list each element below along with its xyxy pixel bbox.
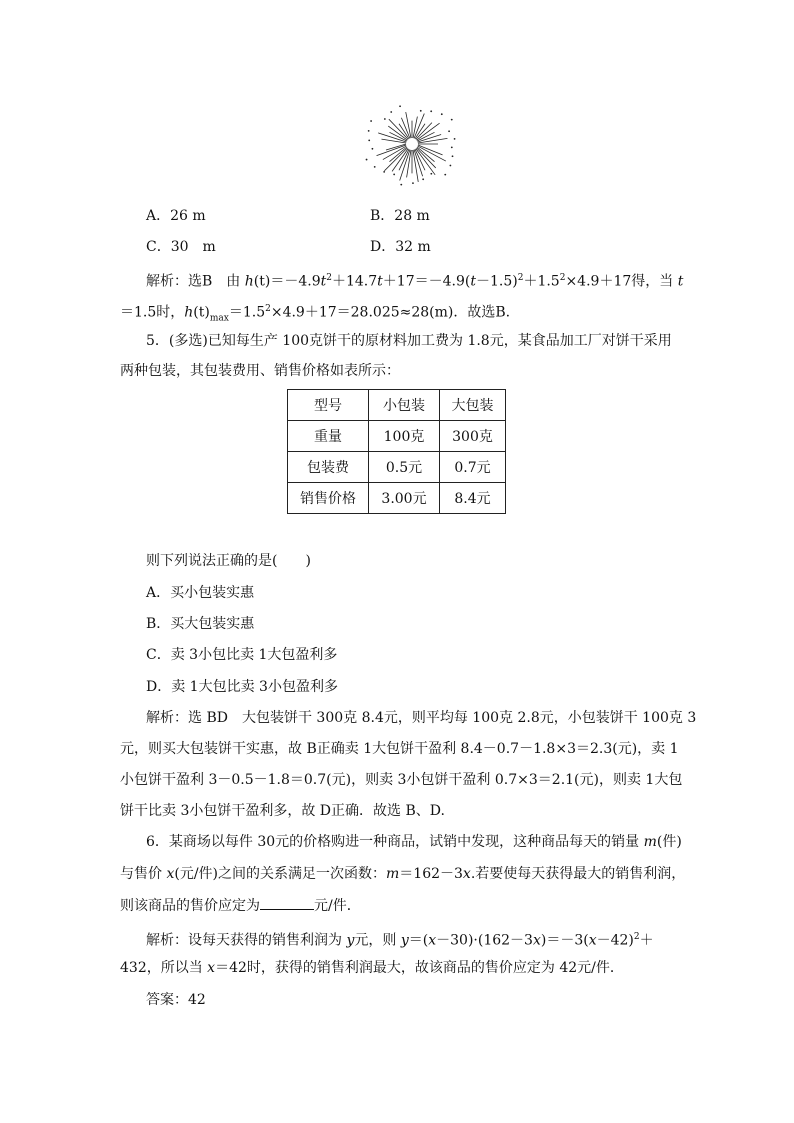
q5-solution-line-3: 小包饼干盈利 3－0.5－1.8＝0.7(元)，则卖 3小包饼干盈利 0.7×3＝2.1(元)，则卖 1大包 (120, 772, 683, 788)
table-header-row (288, 390, 506, 421)
table-cell: 300克 (440, 421, 506, 452)
table-cell: 100克 (369, 421, 440, 452)
table-cell: 8.4元 (440, 483, 506, 514)
q5-stem-line-2: 两种包装，其包装费用、销售价格如表所示： (120, 363, 400, 379)
table-cell: 重量 (288, 421, 369, 452)
price-table (287, 389, 506, 514)
q5-solution-line-1: 解析：选 BD 大包装饼干 300克 8.4元，则平均每 100克 2.8元，小包装饼干 100克 3 (146, 710, 697, 726)
q4-solution-line-2: ＝1.5时，$h(t)_{max}=1.5^2\times 4.9+17=28.025\approx 28(m)$．故选B. (120, 304, 511, 324)
table-cell: 包装费 (288, 452, 369, 483)
table-cell: 0.5元 (369, 452, 440, 483)
option-d: D．32 m (370, 239, 431, 255)
table-cell: 0.7元 (440, 452, 506, 483)
fireworks-illustration (360, 104, 464, 192)
option-c: C．30 m (146, 239, 216, 255)
q4-solution-line-1: 解析：选B 由 $h(t)=-4.9t^2+14.7t+17=-4.9(t-1.5)^2+1.5^2\times 4.9+17$得，当 t (146, 273, 684, 290)
q5-stem-line-1: 5．(多选)已知每生产 100克饼干的原材料加工费为 1.8元，某食品加工厂对饼干采用 (146, 333, 672, 349)
q6-answer: 答案：42 (146, 992, 206, 1008)
option-b: B．28 m (370, 208, 430, 224)
table-cell: 销售价格 (288, 483, 369, 514)
table-row (288, 452, 506, 483)
q5-option-c: C．卖 3小包比卖 1大包盈利多 (146, 647, 338, 663)
q6-stem-line-3: 则该商品的售价应定为 元/件． (120, 895, 361, 916)
q5-option-b: B．买大包装实惠 (146, 616, 255, 632)
table-header-cell: 小包装 (369, 390, 440, 421)
table-header-cell: 型号 (288, 390, 369, 421)
table-row (288, 483, 506, 514)
table-header-cell: 大包装 (440, 390, 506, 421)
q6-stem-line-2: 与售价 x(元/件)之间的关系满足一次函数：m＝162－3x.若要使每天获得最大的销售利润， (120, 866, 686, 882)
q5-question: 则下列说法正确的是( ) (146, 553, 311, 569)
answer-blank (260, 895, 314, 910)
table-cell: 3.00元 (369, 483, 440, 514)
q5-option-a: A．买小包装实惠 (146, 585, 255, 601)
q5-option-d: D．卖 1大包比卖 3小包盈利多 (146, 679, 338, 695)
q6-solution-line-1: 解析：设每天获得的销售利润为 y元，则 $y=(x-30)\cdot(162-3x)=-3(x-42)^2+$ (146, 932, 654, 949)
q6-solution-line-2: 432，所以当 x＝42时，获得的销售利润最大，故该商品的售价应定为 42元/件． (120, 960, 624, 976)
option-a: A．26 m (146, 208, 206, 224)
q5-solution-line-4: 饼干比卖 3小包饼干盈利多，故 D正确．故选 B、D. (120, 803, 445, 819)
q6-stem-line-1: 6．某商场以每件 30元的价格购进一种商品，试销中发现，这种商品每天的销量 m(件) (146, 834, 682, 850)
table-row (288, 421, 506, 452)
q5-solution-line-2: 元，则买大包装饼干实惠，故 B正确卖 1大包饼干盈利 8.4－0.7－1.8×3＝2.3(元)，卖 1 (120, 741, 679, 757)
